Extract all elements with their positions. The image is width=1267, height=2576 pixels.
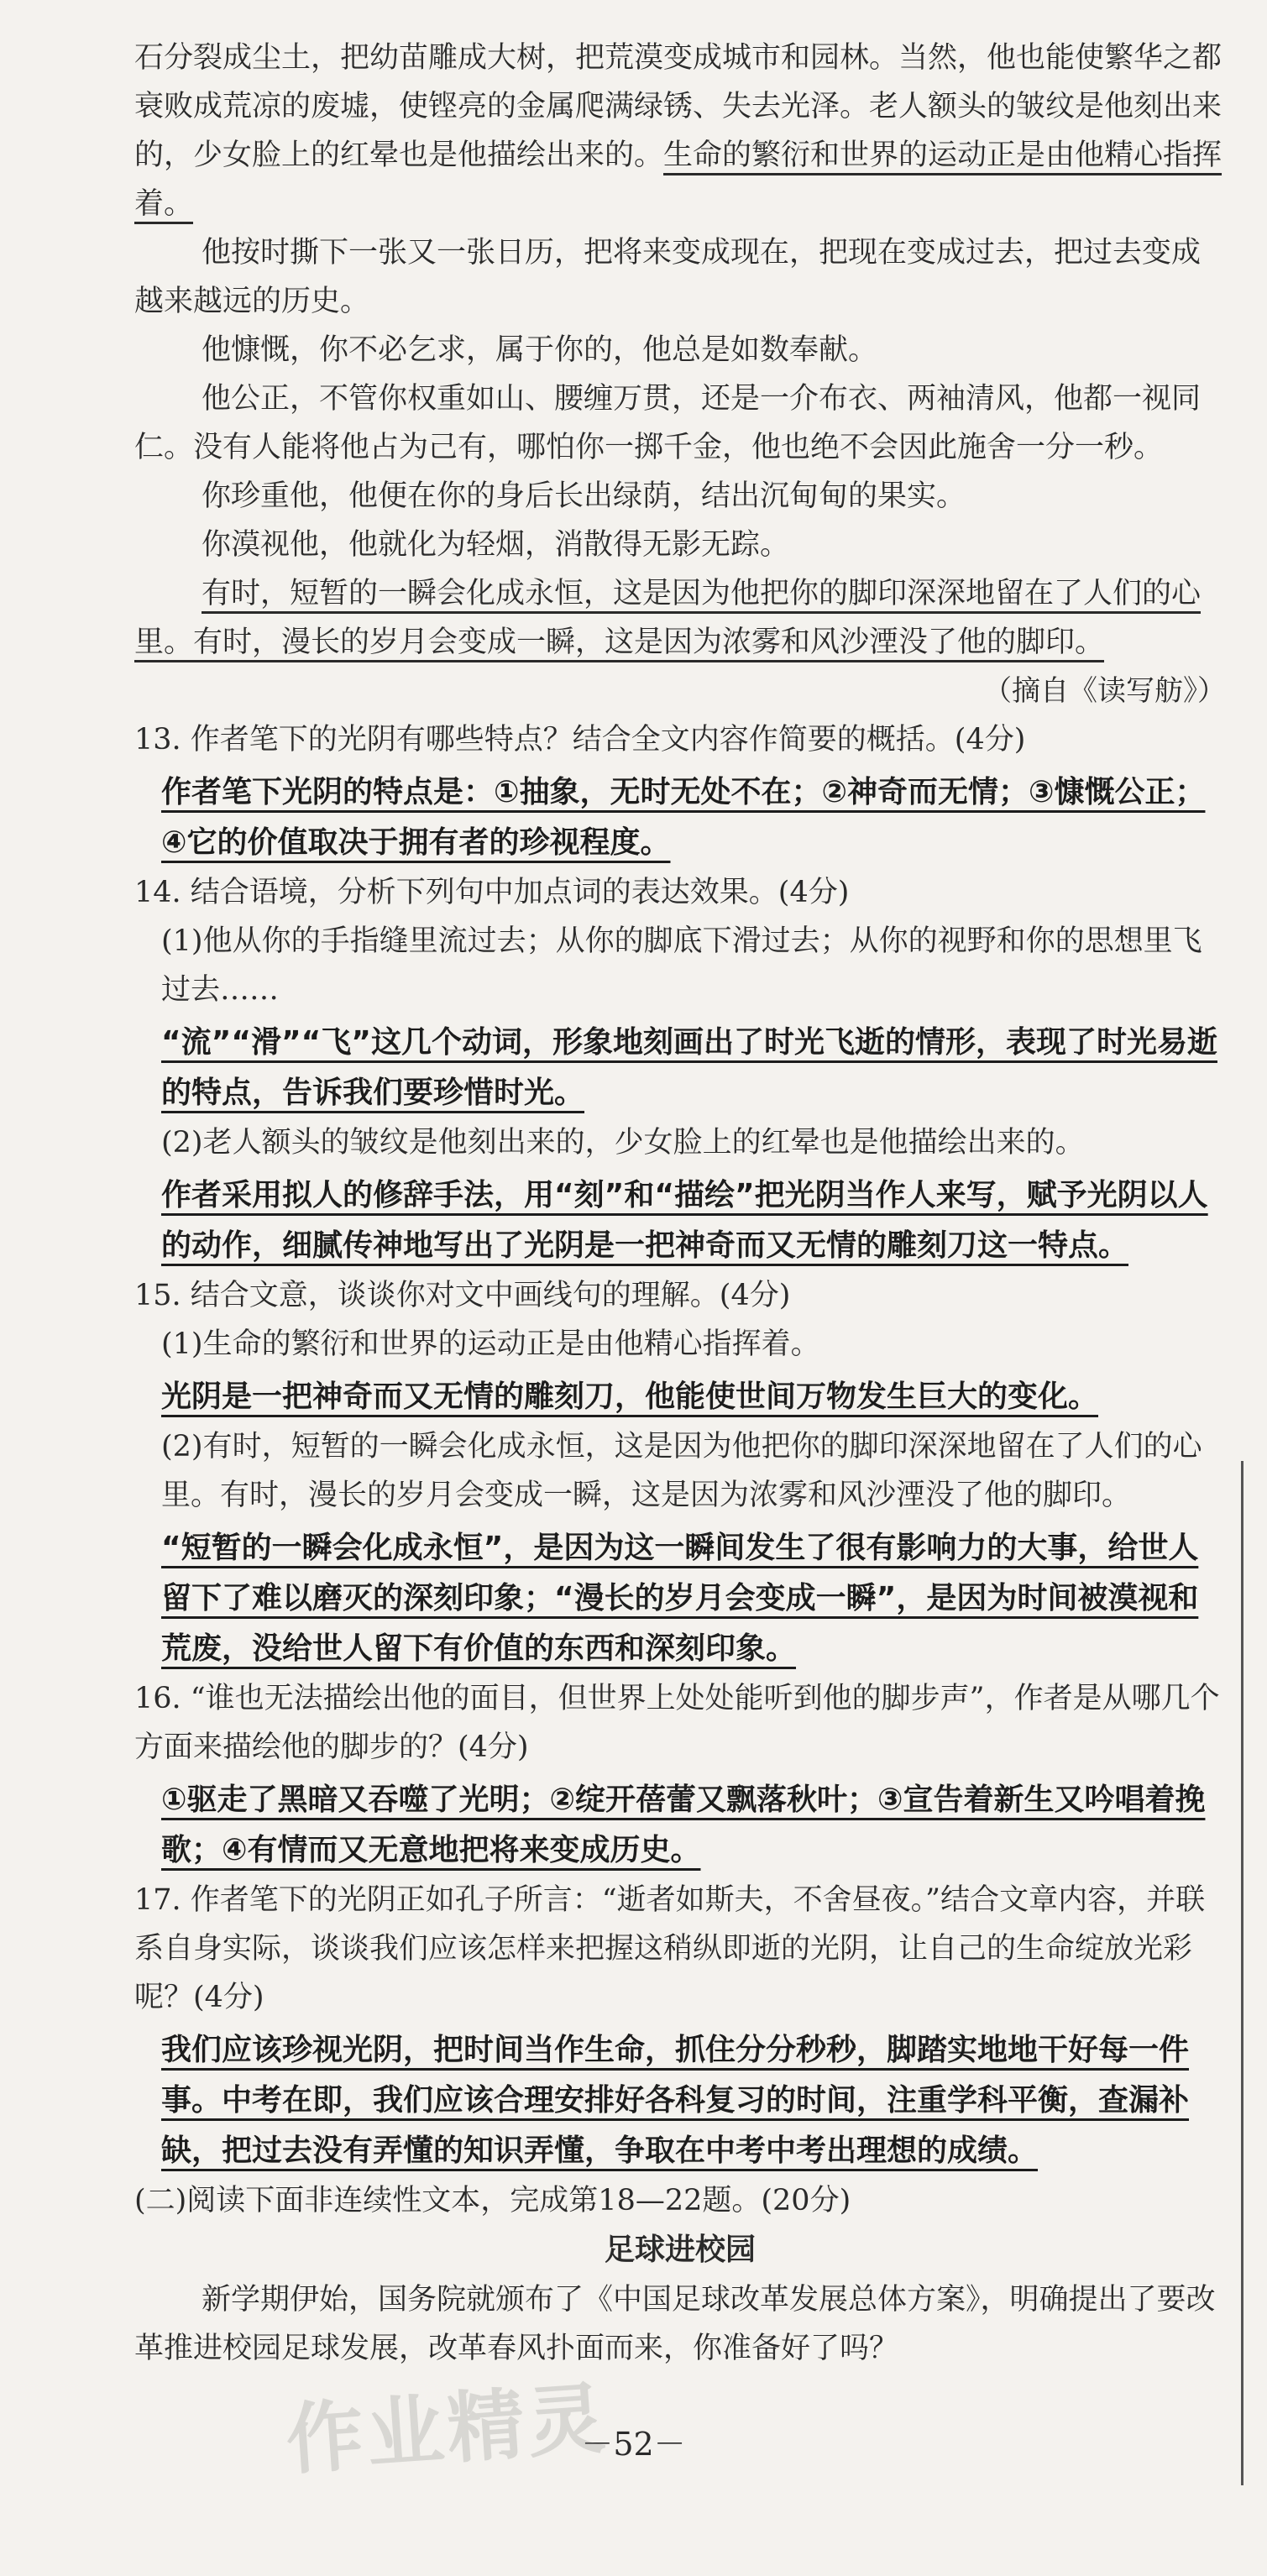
underlined-sentence-2: 有时，短暂的一瞬会化成永恒，这是因为他把你的脚印深深地留在了人们的心里。有时，漫长的岁月会变成一瞬，这是因为浓雾和风沙湮没了他的脚印。 bbox=[134, 577, 1202, 659]
margin-rule bbox=[1241, 1461, 1243, 2485]
q15-answer-1: 光阴是一把神奇而又无情的雕刻刀，他能使世间万物发生巨大的变化。 bbox=[161, 1380, 1099, 1414]
q14-sentence-2: (2)老人额头的皱纹是他刻出来的，少女脸上的红晕也是他描绘出来的。 bbox=[161, 1126, 1085, 1160]
passage-continuation bbox=[134, 34, 1226, 2373]
article-title: 足球进校园 bbox=[604, 2233, 756, 2267]
passage-line-2: 他按时撕下一张又一张日历，把将来变成现在，把现在变成过去，把过去变成越来越远的历史。 bbox=[134, 236, 1202, 318]
question-15 bbox=[134, 1271, 1226, 1674]
q14-sentence-1: (1)他从你的手指缝里流过去；从你的脚底下滑过去；从你的视野和你的思想里飞过去…… bbox=[161, 924, 1202, 1007]
q14-prompt: 14. 结合语境，分析下列句中加点词的表达效果。(4分) bbox=[134, 876, 850, 909]
section-2-heading: (二)阅读下面非连续性文本，完成第18—22题。(20分) bbox=[134, 2184, 851, 2217]
q14-answer-1: “流”“滑”“飞”这几个动词，形象地刻画出了时光飞逝的情形，表现了时光易逝的特点，告诉我们要珍惜时光。 bbox=[161, 1025, 1217, 1110]
passage-source: （摘自《读写舫》） bbox=[983, 674, 1226, 708]
passage-line-6: 你漠视他，他就化为轻烟，消散得无影无踪。 bbox=[202, 528, 790, 562]
q15-sentence-2: (2)有时，短暂的一瞬会化成永恒，这是因为他把你的脚印深深地留在了人们的心里。有时，漫长的岁月会变成一瞬，这是因为浓雾和风沙湮没了他的脚印。 bbox=[161, 1430, 1202, 1512]
q13-prompt: 13. 作者笔下的光阴有哪些特点？结合全文内容作简要的概括。(4分) bbox=[134, 723, 1026, 757]
watermark-logo: 作业精灵 bbox=[283, 2373, 611, 2486]
question-17 bbox=[134, 1876, 1226, 2176]
q16-prompt: 16. “谁也无法描绘出他的面目，但世界上处处能听到他的脚步声”，作者是从哪几个方面来描绘他的脚步的？(4分) bbox=[134, 1682, 1220, 1764]
question-13 bbox=[134, 715, 1226, 868]
section-2 bbox=[134, 2176, 1226, 2373]
question-14 bbox=[134, 868, 1226, 1271]
q15-prompt: 15. 结合文意，谈谈你对文中画线句的理解。(4分) bbox=[134, 1279, 791, 1312]
page-number: －52－ bbox=[581, 2426, 686, 2463]
q15-sentence-1: (1)生命的繁衍和世界的运动正是由他精心指挥着。 bbox=[161, 1327, 820, 1361]
q15-answer-2: “短暂的一瞬会化成永恒”，是因为这一瞬间发生了很有影响力的大事，给世人留下了难以磨灭的深刻印象；“漫长的岁月会变成一瞬”，是因为时间被漠视和荒废，没给世人留下有价值的东西和深刻印象。 bbox=[161, 1531, 1199, 1666]
q17-prompt: 17. 作者笔下的光阴正如孔子所言：“逝者如斯夫，不舍昼夜。”结合文章内容，并联系自身实际，谈谈我们应该怎样来把握这稍纵即逝的光阴，让自己的生命绽放光彩呢？(4分) bbox=[134, 1883, 1206, 2014]
q16-answer: ①驱走了黑暗又吞噬了光明；②绽开蓓蕾又飘落秋叶；③宣告着新生又吟唱着挽歌；④有情而又无意地把将来变成历史。 bbox=[161, 1783, 1206, 1867]
article-intro: 新学期伊始，国务院就颁布了《中国足球改革发展总体方案》，明确提出了要改革推进校园足球发展，改革春风扑面而来，你准备好了吗？ bbox=[134, 2283, 1216, 2365]
underlined-sentence-1: 生命的繁衍和世界的运动正是由他精心指挥着。 bbox=[134, 139, 1222, 221]
q17-answer: 我们应该珍视光阴，把时间当作生命，抓住分分秒秒，脚踏实地地干好每一件事。中考在即，我们应该合理安排好各科复习的时间，注重学科平衡，查漏补缺，把过去没有弄懂的知识弄懂，争取在中考中考出理想的成绩。 bbox=[161, 2033, 1190, 2168]
q14-answer-2: 作者采用拟人的修辞手法，用“刻”和“描绘”把光阴当作人来写，赋予光阴以人的动作，细腻传神地写出了光阴是一把神奇而又无情的雕刻刀这一特点。 bbox=[161, 1178, 1208, 1263]
q13-answer: 作者笔下光阴的特点是：①抽象，无时无处不在；②神奇而无情；③慷慨公正；④它的价值取决于拥有者的珍视程度。 bbox=[161, 775, 1206, 860]
passage-line-4: 他公正，不管你权重如山、腰缠万贯，还是一介布衣、两袖清风，他都一视同仁。没有人能将他占为己有，哪怕你一掷千金，他也绝不会因此施舍一分一秒。 bbox=[134, 382, 1202, 464]
passage-line-3: 他慷慨，你不必乞求，属于你的，他总是如数奉献。 bbox=[202, 333, 878, 367]
question-16 bbox=[134, 1674, 1226, 1876]
passage-line-1: 石分裂成尘土，把幼苗雕成大树，把荒漠变成城市和园林。当然，他也能使繁华之都衰败成荒凉的废墟，使铿亮的金属爬满绿锈、失去光泽。老人额头的皱纹是他刻出来的，少女脸上的红晕也是他描绘出来的。生命的繁衍和世界的运动正是由他精心指挥着。 bbox=[134, 41, 1222, 221]
passage-line-5: 你珍重他，他便在你的身后长出绿荫，结出沉甸甸的果实。 bbox=[202, 479, 966, 513]
